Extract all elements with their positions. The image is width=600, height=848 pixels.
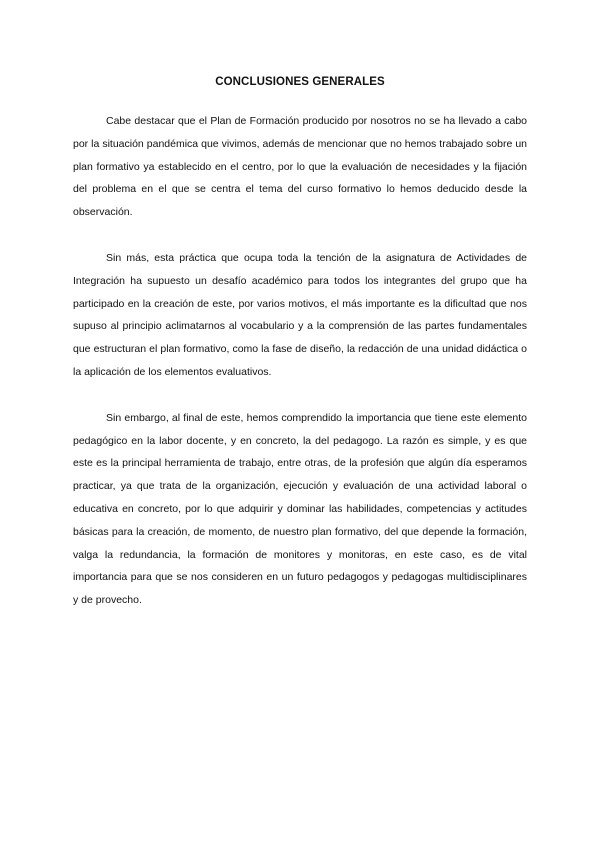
paragraph-1: Cabe destacar que el Plan de Formación producido por nosotros no se ha llevado a cabo por la situación pandémica que vivimos, además de mencionar que no hemos trabajado sobre un plan formativo ya establecido en el centro, por lo que la evaluación de necesidades y la fijación del problema en el que se centra el tema del curso formativo lo hemos deducido desde la observación. bbox=[73, 115, 527, 219]
page-title: CONCLUSIONES GENERALES bbox=[215, 76, 385, 88]
paragraph-3: Sin embargo, al final de este, hemos comprendido la importancia que tiene este elemento pedagógico en la labor docente, y en concreto, la del pedagogo. La razón es simple, y es que este es la principal herramienta de trabajo, entre otras, de la profesión que algún día esperamos practicar, ya que trata de la organización, ejecución y evaluación de una actividad laboral o educativa en concreto, por lo que adquirir y dominar las habilidades, competencias y actitudes básicas para la creación, de momento, de nuestro plan formativo, del que depende la formación, valga la redundancia, la formación de monitores y monitoras, en este caso, es de vital importancia para que se nos consideren en un futuro pedagogos y pedagogas multidisciplinares y de provecho. bbox=[73, 411, 527, 607]
paragraph-2: Sin más, esta práctica que ocupa toda la tención de la asignatura de Actividades de Integración ha supuesto un desafío académico para todos los integrantes del grupo que ha participado en la creación de este, por varios motivos, el más importante es la dificultad que nos supuso al principio aclimatarnos al vocabulario y a la comprensión de las partes fundamentales que estructuran el plan formativo, como la fase de diseño, la redacción de una unidad didáctica o la aplicación de los elementos evaluativos. bbox=[73, 251, 527, 378]
document-body bbox=[73, 110, 527, 635]
